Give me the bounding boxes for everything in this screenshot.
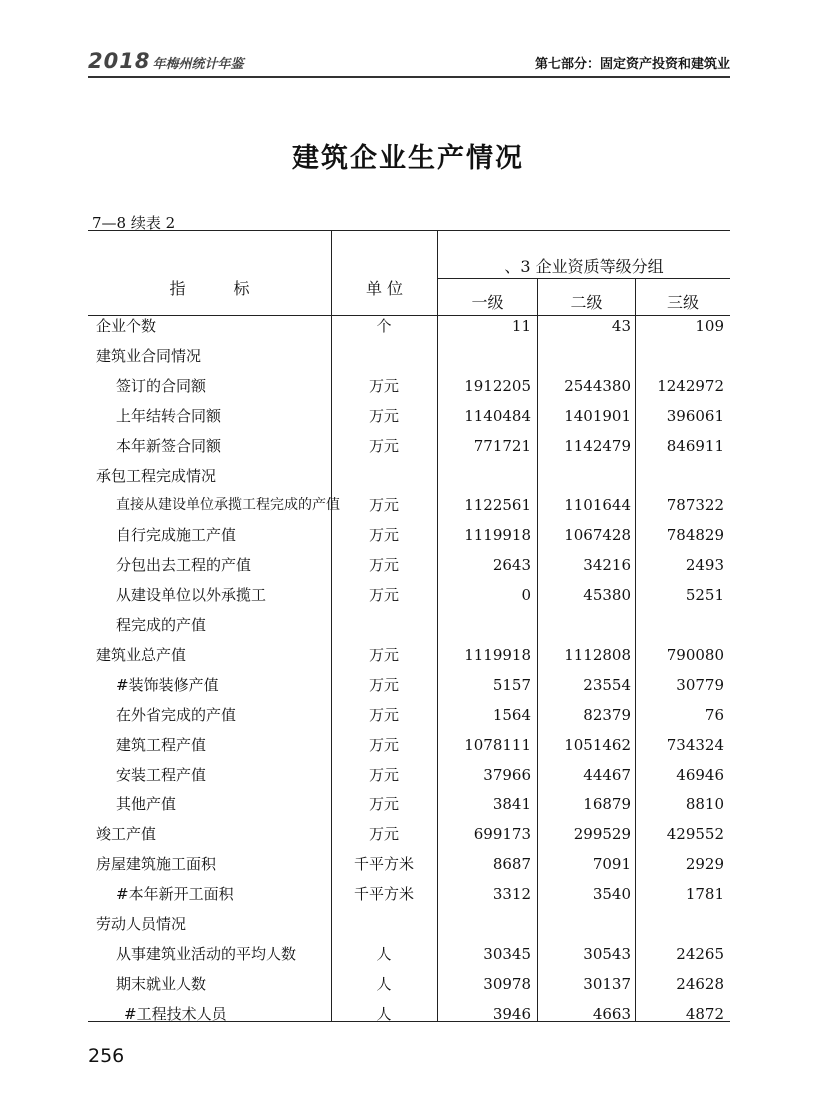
table-row — [88, 969, 730, 999]
grade3-value: 109 — [695, 317, 724, 335]
group-column-header: 、3 企业资质等级分组 — [504, 257, 664, 276]
table-row — [88, 580, 730, 610]
grade1-value: 699173 — [473, 825, 531, 844]
row-label: 建筑工程产值 — [116, 735, 207, 754]
row-unit: 万元 — [368, 825, 399, 844]
table-row — [88, 610, 730, 640]
row-unit: 万元 — [368, 526, 399, 545]
grade1-value: 1119918 — [464, 645, 531, 664]
grade2-value: 45380 — [583, 586, 631, 605]
grade3-value: 5251 — [685, 586, 724, 605]
row-unit: 万元 — [368, 735, 399, 754]
grade1-value: 1078111 — [464, 735, 531, 754]
row-unit: 万元 — [368, 705, 399, 724]
grade2-value: 23554 — [583, 675, 631, 694]
row-unit: 万元 — [368, 795, 399, 814]
header-book-title: 年梅州统计年鉴 — [152, 57, 244, 72]
row-label: 期末就业人数 — [116, 974, 207, 993]
table-row — [88, 999, 730, 1029]
row-label: 从建设单位以外承揽工 — [116, 586, 267, 605]
table-row — [88, 550, 730, 580]
row-label: 劳动人员情况 — [96, 915, 187, 933]
row-label: 本年新签合同额 — [116, 436, 222, 455]
row-unit: 万元 — [368, 406, 399, 425]
row-unit: 万元 — [368, 376, 399, 395]
header-section: 第七部分：固定资产投资和建筑业 — [534, 57, 730, 72]
grade2-value: 2544380 — [564, 376, 631, 395]
grade3-value: 1242972 — [657, 376, 724, 395]
row-label: 直接从建设单位承揽工程完成的产值 — [116, 497, 340, 514]
table-row — [88, 341, 730, 371]
row-unit: 个 — [376, 317, 392, 335]
running-header — [88, 50, 730, 78]
row-label: 上年结转合同额 — [116, 406, 222, 425]
table-row — [88, 490, 730, 520]
table-row — [88, 939, 730, 969]
grade3-value: 429552 — [666, 825, 724, 844]
unit-column-header: 单 位 — [365, 279, 404, 298]
grade1-value: 3841 — [492, 795, 531, 814]
grade3-value: 790080 — [666, 645, 724, 664]
table-row — [88, 640, 730, 670]
grade3-value: 846911 — [666, 436, 724, 455]
row-unit: 人 — [376, 1004, 392, 1023]
yearbook-name — [88, 49, 243, 73]
row-unit: 万元 — [368, 496, 399, 515]
table-top-rule — [88, 230, 730, 231]
grade1-value: 3946 — [492, 1004, 531, 1023]
grade2-value: 30543 — [583, 944, 631, 963]
grade3-value: 396061 — [666, 406, 724, 425]
grade1-column-header: 一级 — [471, 293, 504, 312]
grade3-value: 46946 — [676, 765, 724, 784]
grade2-column-header: 二级 — [570, 293, 603, 312]
row-unit: 人 — [376, 944, 392, 963]
grade1-value: 1122561 — [464, 496, 531, 515]
table-row — [88, 849, 730, 879]
grade2-value: 1142479 — [564, 436, 631, 455]
table-row — [88, 819, 730, 849]
table-row — [88, 789, 730, 819]
row-unit: 万元 — [368, 645, 399, 664]
row-label: 签订的合同额 — [116, 376, 207, 395]
grade1-value: 0 — [521, 586, 531, 605]
grade2-value: 1401901 — [564, 406, 631, 425]
grade2-value: 7091 — [592, 855, 631, 874]
grade3-value: 24628 — [676, 974, 724, 993]
grade2-value: 299529 — [573, 825, 631, 844]
grade1-value: 771721 — [473, 436, 531, 455]
grade3-value: 784829 — [666, 526, 724, 545]
grade2-value: 4663 — [592, 1004, 631, 1023]
row-label: 其他产值 — [116, 795, 177, 814]
grade3-value: 2929 — [685, 855, 724, 874]
indicator-column-header: 指 标 — [169, 279, 250, 298]
grade1-value: 5157 — [492, 675, 531, 694]
grade2-value: 16879 — [583, 795, 631, 814]
table-row — [88, 909, 730, 939]
row-label: 房屋建筑施工面积 — [96, 855, 217, 874]
grade2-value: 34216 — [583, 556, 631, 575]
grade2-value: 1051462 — [564, 735, 631, 754]
table-row — [88, 730, 730, 760]
row-unit: 万元 — [368, 556, 399, 575]
grade3-value: 734324 — [666, 735, 724, 754]
table-row — [88, 700, 730, 730]
row-label: 建筑业总产值 — [96, 645, 187, 664]
grade2-value: 3540 — [592, 885, 631, 904]
page-number: 256 — [88, 1045, 125, 1067]
grade1-value: 1564 — [492, 705, 531, 724]
row-label: 承包工程完成情况 — [96, 466, 217, 485]
table-row — [88, 670, 730, 700]
grade3-value: 4872 — [685, 1004, 724, 1023]
table-row — [88, 879, 730, 909]
grade1-value: 3312 — [492, 885, 531, 904]
grade2-value: 30137 — [583, 974, 631, 993]
grade1-value: 1119918 — [464, 526, 531, 545]
row-label: #装饰装修产值 — [116, 675, 219, 694]
table-row — [88, 760, 730, 790]
grade1-value: 30978 — [483, 974, 531, 993]
grade1-value: 37966 — [483, 765, 531, 784]
row-label: 分包出去工程的产值 — [116, 556, 252, 575]
header-year: 2018 — [88, 49, 151, 73]
row-unit: 千平方米 — [353, 885, 414, 904]
grade1-value: 2643 — [492, 556, 531, 575]
table-subtitle: 7—8 续表 2 — [92, 214, 176, 232]
grade3-value: 8810 — [685, 795, 724, 814]
grade1-value: 1912205 — [464, 376, 531, 395]
row-unit: 千平方米 — [353, 855, 414, 874]
row-label: 从事建筑业活动的平均人数 — [116, 944, 297, 963]
row-label: 建筑业合同情况 — [96, 346, 202, 365]
row-label: #工程技术人员 — [124, 1004, 227, 1023]
grade3-value: 76 — [704, 705, 724, 724]
grade3-value: 787322 — [666, 496, 724, 515]
row-unit: 万元 — [368, 436, 399, 455]
table-row — [88, 401, 730, 431]
row-label: 安装工程产值 — [116, 765, 207, 784]
table-row — [88, 371, 730, 401]
row-label: 竣工产值 — [96, 825, 157, 844]
grade2-value: 44467 — [583, 765, 631, 784]
grade3-value: 2493 — [685, 556, 724, 575]
grade2-value: 1067428 — [564, 526, 631, 545]
grade1-value: 30345 — [483, 944, 531, 963]
table-row — [88, 431, 730, 461]
row-label: 在外省完成的产值 — [116, 705, 237, 724]
grade1-value: 8687 — [492, 855, 531, 874]
table-row — [88, 461, 730, 491]
grade3-column-header: 三级 — [666, 293, 699, 312]
grade1-value: 1140484 — [464, 406, 531, 425]
group-header-rule — [437, 278, 730, 279]
grade3-value: 1781 — [685, 885, 724, 904]
row-unit: 万元 — [368, 586, 399, 605]
table-row — [88, 311, 730, 341]
page-title: 建筑企业生产情况 — [292, 143, 524, 174]
grade1-value: 11 — [511, 317, 531, 335]
grade3-value: 30779 — [676, 675, 724, 694]
row-label: #本年新开工面积 — [116, 885, 234, 904]
row-unit: 万元 — [368, 675, 399, 694]
row-label: 程完成的产值 — [116, 616, 207, 634]
row-label: 企业个数 — [96, 317, 157, 335]
grade2-value: 1112808 — [564, 645, 631, 664]
table-row — [88, 520, 730, 550]
row-unit: 万元 — [368, 765, 399, 784]
grade2-value: 1101644 — [564, 496, 631, 515]
grade2-value: 43 — [611, 317, 631, 335]
row-unit: 人 — [376, 974, 392, 993]
row-label: 自行完成施工产值 — [116, 526, 237, 545]
grade2-value: 82379 — [583, 705, 631, 724]
grade3-value: 24265 — [676, 944, 724, 963]
